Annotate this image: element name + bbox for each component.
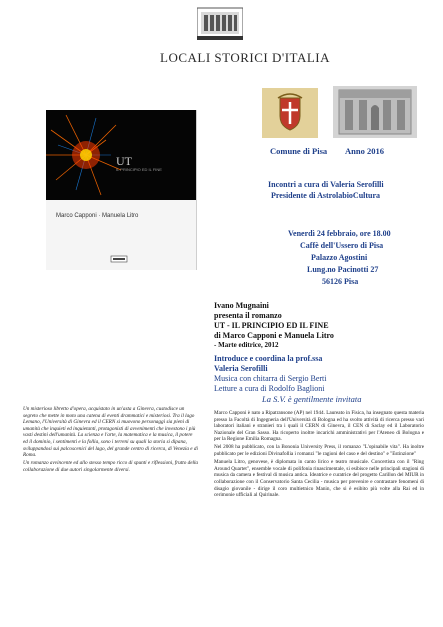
event-venue: Caffè dell'Ussero di Pisa (300, 241, 384, 250)
introduction-name: Valeria Serofilli (214, 364, 268, 373)
synopsis-paragraph: Un misterioso libretto d'opera, acquistato in un'asta a Ginevra, custodisce un segreto che mette in moto una catena di eventi drammatici e misteriosi. Tra il lago Lemano, l'Università di Ginevra ed il CERN si muovono personaggi sia pieni di umanità che inquieti ed inquietanti, protagonisti di avvenimenti che investono i più vasti destini dell'umanità. La scienza e l'arte, la matematica e la musica, il potere ed il dominio, i sentimenti e la follia, sono i terreni su quali la storia si dipana, sviluppandosi sui palcoscenici del lago, del grande centro di ricerca, di Venezia e di Roma. (23, 406, 198, 459)
readings-credit: Letture a cura di Rodolfo Baglioni (214, 384, 325, 393)
bio-litro: Manuela Litro, genovese, è diplomata in canto lirico e teatro musicale. Concertista con il "Ring Around Quartet", ensemble vocale di polifonia rinascimentale, si esibisce nelle principali stagioni di musica da camera e festival di musica antica. Ideatrice e curatrice del progetto Carillon del MIUR in collaborazione con il Conservatorio Santa Cecilia - musica per prevenire e contrastare fenomeni di disagio giovanile - dirige il coro multietnico Manin, che si è esibito più volte alla Rai ed in cerimonie ufficiali al Quirinale. (214, 459, 424, 499)
event-venue-building: Palazzo Agostini (311, 253, 368, 262)
caffe-ussero-emblem (333, 86, 417, 138)
synopsis-paragraph: Un romanzo avvincente ed allo stesso tempo ricco di spunti e riflessioni, frutto della collaborazione di due autori singolarmente diversi. (23, 460, 199, 473)
caption-comune-di-pisa: Comune di Pisa (270, 146, 328, 156)
event-organizer: Incontri a cura di Valeria Serofilli (268, 180, 384, 189)
novel-synopsis (23, 406, 198, 473)
brand-title: LOCALI STORICI D'ITALIA (160, 50, 330, 65)
music-credit: Musica con chitarra di Sergio Berti (214, 374, 327, 383)
introduction-line: Introduce e coordina la prof.ssa (214, 354, 323, 363)
novel-publisher: - Marte editrice, 2012 (214, 341, 279, 349)
locali-storici-logo (197, 6, 243, 42)
novel-title: UT - IL PRINCIPIO ED IL FINE (214, 321, 329, 330)
pisa-coat-of-arms (262, 88, 318, 138)
authors-bio (214, 410, 424, 500)
book-title: UT (116, 154, 132, 168)
presenter-name: Ivano Mugnaini (214, 301, 269, 310)
bio-capponi-publications: Nel 2008 ha pubblicato, con la Bononia University Press, il romanzo "L'opinabile vita". Ha inoltre pubblicato per le edizioni Divinafollia i romanzi "le ragioni del caso e del destino" e "Estinzione" (214, 444, 424, 458)
caption-anno: Anno 2016 (345, 146, 384, 156)
invitation-line: La S.V. è gentilmente invitata (262, 394, 362, 404)
novel-authors: di Marco Capponi e Manuela Litro (214, 331, 334, 340)
book-cover (46, 110, 197, 270)
event-venue-city: 56126 Pisa (322, 277, 359, 286)
book-authors: Marco Capponi · Manuela Litro (56, 213, 139, 219)
presenter-action: presenta il romanzo (214, 311, 282, 320)
event-date: Venerdì 24 febbraio, ore 18.00 (288, 229, 391, 238)
event-venue-street: Lung.no Pacinotti 27 (307, 265, 379, 274)
event-organizer-role: Presidente di AstrolabioCultura (271, 191, 381, 200)
book-subtitle: IL PRINCIPIO ED IL FINE (116, 167, 162, 172)
publisher-logo (110, 255, 128, 263)
bio-capponi: Marco Capponi è nato a Ripatransone (AP) nel 1944. Laureato in Fisica, ha insegnato questa materia presso la Facoltà di Ingegneria dell'Università di Bologna ed ha svolto attività di ricerca presso vari laboratori italiani e stranieri tra i quali il CERN di Ginevra, il CEN di Saclay ed il Laboratorio Nazionale del Gran Sasso. Ha ricoperto inoltre incarichi amministrativi per l'Ateneo di Bologna e per la Regione Emilia Romagna. (214, 410, 424, 443)
